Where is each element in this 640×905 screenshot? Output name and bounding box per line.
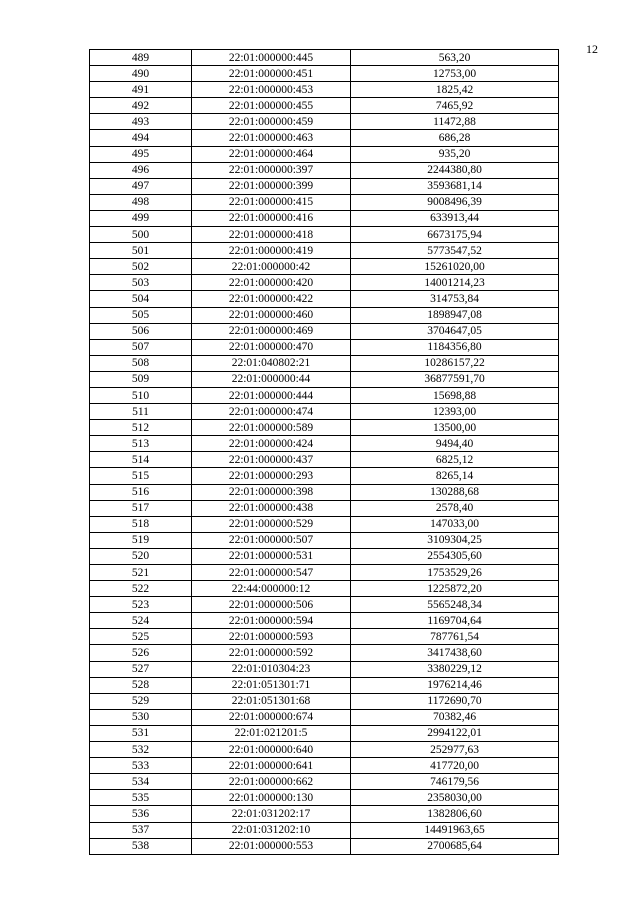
row-number-cell: 491 [90, 82, 192, 98]
row-number-cell: 509 [90, 371, 192, 387]
cadastral-number-cell: 22:01:000000:130 [192, 790, 351, 806]
row-number-cell: 536 [90, 806, 192, 822]
cadastral-number-cell: 22:01:000000:470 [192, 339, 351, 355]
cadastral-number-cell: 22:01:031202:17 [192, 806, 351, 822]
row-number-cell: 495 [90, 146, 192, 162]
row-number-cell: 510 [90, 387, 192, 403]
value-cell: 1382806,60 [351, 806, 559, 822]
row-number-cell: 528 [90, 677, 192, 693]
table-row [90, 227, 559, 243]
cadastral-number-cell: 22:01:000000:531 [192, 548, 351, 564]
cadastral-number-cell: 22:01:000000:415 [192, 194, 351, 210]
cadastral-number-cell: 22:01:000000:418 [192, 227, 351, 243]
row-number-cell: 494 [90, 130, 192, 146]
row-number-cell: 492 [90, 98, 192, 114]
table-row [90, 516, 559, 532]
table-body [90, 50, 559, 855]
cadastral-number-cell: 22:01:000000:419 [192, 243, 351, 259]
table-row [90, 629, 559, 645]
table-row [90, 613, 559, 629]
table-row [90, 355, 559, 371]
value-cell: 6673175,94 [351, 227, 559, 243]
cadastral-number-cell: 22:01:051301:68 [192, 693, 351, 709]
cadastral-number-cell: 22:01:000000:444 [192, 387, 351, 403]
cadastral-number-cell: 22:01:000000:464 [192, 146, 351, 162]
row-number-cell: 508 [90, 355, 192, 371]
value-cell: 3109304,25 [351, 532, 559, 548]
table-row [90, 82, 559, 98]
row-number-cell: 497 [90, 178, 192, 194]
row-number-cell: 514 [90, 452, 192, 468]
cadastral-number-cell: 22:01:000000:438 [192, 500, 351, 516]
cadastral-number-cell: 22:01:000000:469 [192, 323, 351, 339]
value-cell: 3593681,14 [351, 178, 559, 194]
table-row [90, 677, 559, 693]
table-row [90, 838, 559, 854]
value-cell: 130288,68 [351, 484, 559, 500]
table-row [90, 774, 559, 790]
row-number-cell: 507 [90, 339, 192, 355]
cadastral-number-cell: 22:01:000000:592 [192, 645, 351, 661]
cadastral-number-cell: 22:01:040802:21 [192, 355, 351, 371]
table-row [90, 259, 559, 275]
cadastral-number-cell: 22:01:000000:662 [192, 774, 351, 790]
value-cell: 1825,42 [351, 82, 559, 98]
row-number-cell: 505 [90, 307, 192, 323]
table-row [90, 146, 559, 162]
value-cell: 6825,12 [351, 452, 559, 468]
cadastral-number-cell: 22:01:000000:594 [192, 613, 351, 629]
row-number-cell: 537 [90, 822, 192, 838]
table-row [90, 709, 559, 725]
table-row [90, 114, 559, 130]
row-number-cell: 506 [90, 323, 192, 339]
value-cell: 1898947,08 [351, 307, 559, 323]
page-number: 12 [586, 42, 598, 56]
table-row [90, 597, 559, 613]
cadastral-number-cell: 22:01:000000:42 [192, 259, 351, 275]
value-cell: 12753,00 [351, 66, 559, 82]
cadastral-number-cell: 22:01:000000:451 [192, 66, 351, 82]
table-row [90, 66, 559, 82]
row-number-cell: 519 [90, 532, 192, 548]
value-cell: 13500,00 [351, 420, 559, 436]
table-row [90, 436, 559, 452]
value-cell: 9008496,39 [351, 194, 559, 210]
cadastral-number-cell: 22:01:000000:399 [192, 178, 351, 194]
table-row [90, 484, 559, 500]
table-row [90, 790, 559, 806]
table-row [90, 645, 559, 661]
row-number-cell: 511 [90, 404, 192, 420]
table-row [90, 661, 559, 677]
value-cell: 15261020,00 [351, 259, 559, 275]
table-row [90, 210, 559, 226]
value-cell: 787761,54 [351, 629, 559, 645]
table-row [90, 581, 559, 597]
value-cell: 14001214,23 [351, 275, 559, 291]
table-row [90, 130, 559, 146]
cadastral-number-cell: 22:01:000000:463 [192, 130, 351, 146]
row-number-cell: 526 [90, 645, 192, 661]
value-cell: 1976214,46 [351, 677, 559, 693]
row-number-cell: 516 [90, 484, 192, 500]
table-row [90, 307, 559, 323]
value-cell: 252977,63 [351, 742, 559, 758]
row-number-cell: 520 [90, 548, 192, 564]
table-row [90, 693, 559, 709]
cadastral-number-cell: 22:01:000000:674 [192, 709, 351, 725]
cadastral-number-cell: 22:01:000000:507 [192, 532, 351, 548]
value-cell: 2358030,00 [351, 790, 559, 806]
value-cell: 935,20 [351, 146, 559, 162]
value-cell: 686,28 [351, 130, 559, 146]
cadastral-number-cell: 22:01:000000:455 [192, 98, 351, 114]
value-cell: 1225872,20 [351, 581, 559, 597]
cadastral-number-cell: 22:01:000000:593 [192, 629, 351, 645]
cadastral-number-cell: 22:01:051301:71 [192, 677, 351, 693]
table-row [90, 50, 559, 66]
row-number-cell: 531 [90, 725, 192, 741]
table-row [90, 323, 559, 339]
table-row [90, 452, 559, 468]
value-cell: 2554305,60 [351, 548, 559, 564]
row-number-cell: 532 [90, 742, 192, 758]
value-cell: 11472,88 [351, 114, 559, 130]
row-number-cell: 490 [90, 66, 192, 82]
table-row [90, 758, 559, 774]
row-number-cell: 502 [90, 259, 192, 275]
table-row [90, 178, 559, 194]
cadastral-number-cell: 22:01:000000:529 [192, 516, 351, 532]
value-cell: 417720,00 [351, 758, 559, 774]
table-row [90, 371, 559, 387]
table-row [90, 565, 559, 581]
cadastral-number-cell: 22:01:000000:589 [192, 420, 351, 436]
row-number-cell: 515 [90, 468, 192, 484]
row-number-cell: 504 [90, 291, 192, 307]
row-number-cell: 527 [90, 661, 192, 677]
row-number-cell: 513 [90, 436, 192, 452]
cadastral-number-cell: 22:01:000000:459 [192, 114, 351, 130]
table-row [90, 275, 559, 291]
cadastral-number-cell: 22:01:000000:398 [192, 484, 351, 500]
row-number-cell: 496 [90, 162, 192, 178]
row-number-cell: 493 [90, 114, 192, 130]
value-cell: 5773547,52 [351, 243, 559, 259]
row-number-cell: 535 [90, 790, 192, 806]
cadastral-number-cell: 22:01:000000:422 [192, 291, 351, 307]
cadastral-number-cell: 22:01:000000:553 [192, 838, 351, 854]
cadastral-number-cell: 22:01:000000:460 [192, 307, 351, 323]
table-row [90, 194, 559, 210]
value-cell: 2700685,64 [351, 838, 559, 854]
cadastral-number-cell: 22:01:000000:416 [192, 210, 351, 226]
table-row [90, 548, 559, 564]
value-cell: 3704647,05 [351, 323, 559, 339]
table-row [90, 420, 559, 436]
row-number-cell: 503 [90, 275, 192, 291]
table-row [90, 162, 559, 178]
cadastral-number-cell: 22:01:021201:5 [192, 725, 351, 741]
cadastral-number-cell: 22:01:000000:640 [192, 742, 351, 758]
cadastral-number-cell: 22:01:031202:10 [192, 822, 351, 838]
value-cell: 1753529,26 [351, 565, 559, 581]
value-cell: 563,20 [351, 50, 559, 66]
row-number-cell: 523 [90, 597, 192, 613]
row-number-cell: 501 [90, 243, 192, 259]
value-cell: 36877591,70 [351, 371, 559, 387]
cadastral-number-cell: 22:01:000000:641 [192, 758, 351, 774]
value-cell: 15698,88 [351, 387, 559, 403]
cadastral-number-cell: 22:01:000000:547 [192, 565, 351, 581]
table-row [90, 532, 559, 548]
row-number-cell: 524 [90, 613, 192, 629]
cadastral-number-cell: 22:01:000000:474 [192, 404, 351, 420]
value-cell: 10286157,22 [351, 355, 559, 371]
table-row [90, 806, 559, 822]
value-cell: 147033,00 [351, 516, 559, 532]
value-cell: 3380229,12 [351, 661, 559, 677]
table-row [90, 725, 559, 741]
value-cell: 1169704,64 [351, 613, 559, 629]
table-row [90, 404, 559, 420]
value-cell: 9494,40 [351, 436, 559, 452]
cadastral-number-cell: 22:01:000000:453 [192, 82, 351, 98]
table-row [90, 468, 559, 484]
row-number-cell: 538 [90, 838, 192, 854]
row-number-cell: 498 [90, 194, 192, 210]
value-cell: 2578,40 [351, 500, 559, 516]
row-number-cell: 522 [90, 581, 192, 597]
table-row [90, 243, 559, 259]
table-row [90, 822, 559, 838]
row-number-cell: 517 [90, 500, 192, 516]
cadastral-number-cell: 22:01:000000:445 [192, 50, 351, 66]
value-cell: 746179,56 [351, 774, 559, 790]
row-number-cell: 529 [90, 693, 192, 709]
table-row [90, 387, 559, 403]
row-number-cell: 533 [90, 758, 192, 774]
row-number-cell: 512 [90, 420, 192, 436]
value-cell: 2244380,80 [351, 162, 559, 178]
value-cell: 70382,46 [351, 709, 559, 725]
value-cell: 314753,84 [351, 291, 559, 307]
table-row [90, 339, 559, 355]
table-row [90, 291, 559, 307]
value-cell: 5565248,34 [351, 597, 559, 613]
value-cell: 3417438,60 [351, 645, 559, 661]
value-cell: 14491963,65 [351, 822, 559, 838]
cadastral-number-cell: 22:01:000000:293 [192, 468, 351, 484]
cadastral-number-cell: 22:01:000000:397 [192, 162, 351, 178]
value-cell: 2994122,01 [351, 725, 559, 741]
row-number-cell: 534 [90, 774, 192, 790]
value-cell: 7465,92 [351, 98, 559, 114]
cadastral-number-cell: 22:01:000000:420 [192, 275, 351, 291]
row-number-cell: 530 [90, 709, 192, 725]
row-number-cell: 499 [90, 210, 192, 226]
row-number-cell: 525 [90, 629, 192, 645]
row-number-cell: 521 [90, 565, 192, 581]
table-row [90, 98, 559, 114]
cadastral-number-cell: 22:01:000000:44 [192, 371, 351, 387]
value-cell: 1172690,70 [351, 693, 559, 709]
value-cell: 633913,44 [351, 210, 559, 226]
row-number-cell: 500 [90, 227, 192, 243]
cadastral-number-cell: 22:01:000000:437 [192, 452, 351, 468]
cadastral-number-cell: 22:01:000000:506 [192, 597, 351, 613]
cadastral-number-cell: 22:01:000000:424 [192, 436, 351, 452]
table-row [90, 500, 559, 516]
value-cell: 8265,14 [351, 468, 559, 484]
value-cell: 12393,00 [351, 404, 559, 420]
table-row [90, 742, 559, 758]
cadastral-number-cell: 22:44:000000:12 [192, 581, 351, 597]
cadastral-number-cell: 22:01:010304:23 [192, 661, 351, 677]
cadastral-table [89, 49, 559, 855]
value-cell: 1184356,80 [351, 339, 559, 355]
row-number-cell: 518 [90, 516, 192, 532]
row-number-cell: 489 [90, 50, 192, 66]
